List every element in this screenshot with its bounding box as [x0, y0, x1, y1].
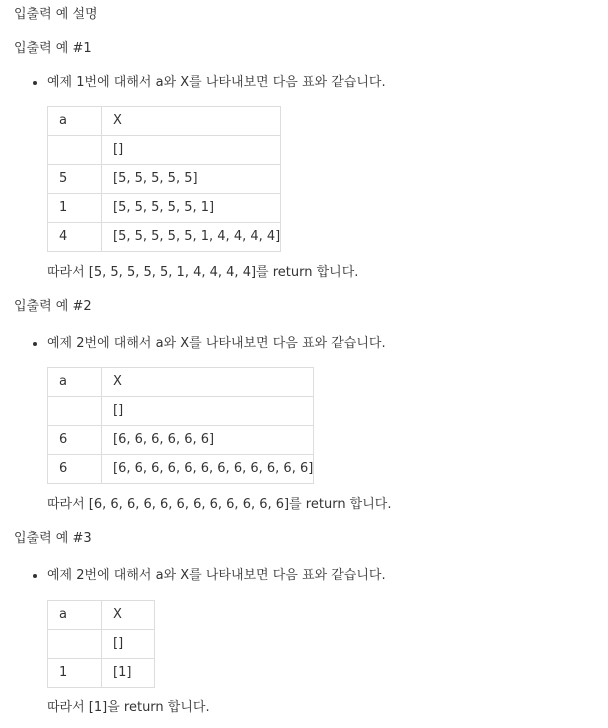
column-header-a: a: [48, 601, 102, 630]
bullet-dot-icon: [33, 574, 37, 578]
table-cell-a: [48, 397, 102, 426]
table-cell-x: [1]: [102, 659, 155, 688]
bullet-dot-icon: [33, 81, 37, 85]
table-row: [48, 659, 155, 688]
table-cell-x: []: [102, 136, 281, 165]
example-3-table: [47, 600, 155, 688]
table-cell-a: 1: [48, 194, 102, 223]
table-row: [48, 194, 281, 223]
table-cell-x: [5, 5, 5, 5, 5]: [102, 165, 281, 194]
table-cell-a: [48, 630, 102, 659]
table-cell-a: 5: [48, 165, 102, 194]
table-cell-a: 4: [48, 223, 102, 252]
column-header-a: a: [48, 107, 102, 136]
table-row: [48, 426, 314, 455]
example-1-conclusion: 따라서 [5, 5, 5, 5, 5, 1, 4, 4, 4, 4]를 return 합니다.: [47, 265, 359, 280]
example-3-title: 입출력 예 #3: [14, 531, 92, 546]
table-cell-a: [48, 136, 102, 165]
column-header-a: a: [48, 368, 102, 397]
column-header-x: X: [102, 368, 314, 397]
table-row: [48, 397, 314, 426]
table-cell-a: 1: [48, 659, 102, 688]
table-cell-x: [5, 5, 5, 5, 5, 1]: [102, 194, 281, 223]
table-cell-x: [6, 6, 6, 6, 6, 6, 6, 6, 6, 6, 6, 6]: [102, 455, 314, 484]
table-header-row: [48, 107, 281, 136]
column-header-x: X: [102, 601, 155, 630]
example-3-conclusion: 따라서 [1]을 return 합니다.: [47, 700, 210, 715]
table-cell-x: []: [102, 630, 155, 659]
example-1-title: 입출력 예 #1: [14, 41, 92, 56]
table-cell-a: 6: [48, 426, 102, 455]
table-row: [48, 136, 281, 165]
example-2-description: 예제 2번에 대해서 a와 X를 나타내보면 다음 표와 같습니다.: [47, 336, 386, 351]
table-header-row: [48, 601, 155, 630]
table-cell-x: [5, 5, 5, 5, 5, 1, 4, 4, 4, 4]: [102, 223, 281, 252]
section-heading: 입출력 예 설명: [14, 7, 98, 22]
example-2-conclusion: 따라서 [6, 6, 6, 6, 6, 6, 6, 6, 6, 6, 6, 6]를 return 합니다.: [47, 497, 392, 512]
table-row: [48, 165, 281, 194]
example-1-table: [47, 106, 281, 252]
example-3-description: 예제 2번에 대해서 a와 X를 나타내보면 다음 표와 같습니다.: [47, 568, 386, 583]
bullet-dot-icon: [33, 342, 37, 346]
example-2-title: 입출력 예 #2: [14, 299, 92, 314]
table-row: [48, 630, 155, 659]
table-cell-x: [6, 6, 6, 6, 6, 6]: [102, 426, 314, 455]
example-1-description: 예제 1번에 대해서 a와 X를 나타내보면 다음 표와 같습니다.: [47, 75, 386, 90]
table-row: [48, 455, 314, 484]
table-cell-a: 6: [48, 455, 102, 484]
column-header-x: X: [102, 107, 281, 136]
table-cell-x: []: [102, 397, 314, 426]
table-header-row: [48, 368, 314, 397]
example-2-table: [47, 367, 314, 484]
table-row: [48, 223, 281, 252]
